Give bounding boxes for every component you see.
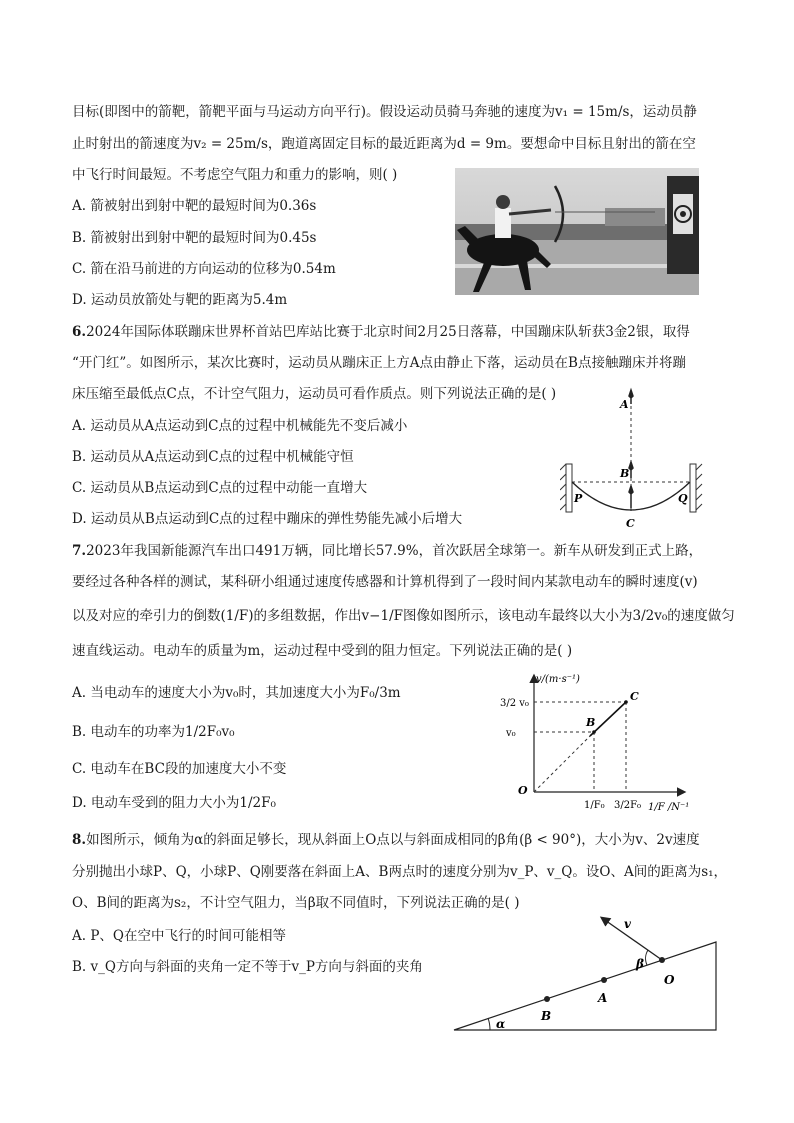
q8-option-a: A. P、Q在空中飞行的时间可能相等 xyxy=(72,928,286,944)
label-b: B xyxy=(620,467,630,480)
point-b xyxy=(544,996,550,1002)
q7-option-c: C. 电动车在BC段的加速度大小不变 xyxy=(72,761,287,777)
q7-option-a: A. 当电动车的速度大小为v₀时，其加速度大小为F₀/3m xyxy=(72,685,401,701)
point-label-c: C xyxy=(630,690,639,703)
q7-option-b: B. 电动车的功率为1/2F₀v₀ xyxy=(72,724,235,740)
q7-line-1: 7.2023年我国新能源汽车出口491万辆，同比增长57.9%，首次跃居全球第一。新车从研发到正式上路， xyxy=(72,543,703,559)
incline-figure xyxy=(450,912,720,1034)
q5-option-d: D. 运动员放箭处与靶的距离为5.4m xyxy=(72,292,288,308)
x-axis-label: 1/F /N⁻¹ xyxy=(648,802,690,813)
label-b: B xyxy=(541,1009,552,1023)
alpha-arc xyxy=(488,1018,490,1030)
incline-triangle xyxy=(454,942,716,1030)
trampoline-figure xyxy=(560,386,708,534)
x-tick-2: 3/2F₀ xyxy=(614,800,642,811)
point-label-b: B xyxy=(586,716,596,729)
athlete-at-a xyxy=(629,390,633,404)
point-c-marker xyxy=(624,700,628,704)
label-q: Q xyxy=(678,492,688,505)
right-wall xyxy=(690,464,696,512)
label-alpha: α xyxy=(496,1017,506,1031)
q5-line-1: 目标(即图中的箭靶，箭靶平面与马运动方向平行)。假设运动员骑马奔驰的速度为v₁ = 15m/s，运动员静 xyxy=(72,104,697,120)
q6-line-1: 6.2024年国际体联蹦床世界杯首站巴库站比赛于北京时间2月25日落幕，中国蹦床队斩获3金2银，取得 xyxy=(72,324,690,340)
label-c: C xyxy=(626,517,635,530)
y-axis-label: v/(m·s⁻¹) xyxy=(536,674,580,685)
q6-line-3: 床压缩至最低点C点，不计空气阻力，运动员可看作质点。则下列说法正确的是( ) xyxy=(72,386,557,402)
q7-line-3: 以及对应的牵引力的倒数(1/F)的多组数据，作出v−1/F图像如图所示，该电动车最终以大小为3/2v₀的速度做匀 xyxy=(72,608,735,624)
label-a: A xyxy=(598,991,608,1005)
v-inverse-f-chart xyxy=(498,670,694,824)
dashed-line-o-to-b xyxy=(534,732,594,792)
q5-line-3: 中飞行时间最短。不考虑空气阻力和重力的影响，则( ) xyxy=(72,167,398,183)
q8-line-2: 分别抛出小球P、Q，小球P、Q刚要落在斜面上A、B两点时的速度分别为v_P、v_Q。设O、A间的距离为s₁， xyxy=(72,864,728,880)
athlete-at-c xyxy=(629,486,633,508)
x-tick-1: 1/F₀ xyxy=(584,800,605,811)
label-p: P xyxy=(574,492,583,505)
q5-option-c: C. 箭在沿马前进的方向运动的位移为0.54m xyxy=(72,261,336,277)
q6-line-2: “开门红”。如图所示，某次比赛时，运动员从蹦床正上方A点由静止下落，运动员在B点接触蹦床并将蹦 xyxy=(72,355,686,371)
horse-archery-photo xyxy=(455,168,699,295)
y-tick-2: 3/2 v₀ xyxy=(500,698,529,709)
q8-number: 8. xyxy=(72,832,87,848)
q8-option-b: B. v_Q方向与斜面的夹角一定不等于v_P方向与斜面的夹角 xyxy=(72,959,423,975)
point-label-o: O xyxy=(518,784,528,797)
q7-number: 7. xyxy=(72,543,87,559)
beta-arc xyxy=(646,950,648,965)
point-b-marker xyxy=(592,730,596,734)
q5-option-a: A. 箭被射出到射中靶的最短时间为0.36s xyxy=(72,198,317,214)
q5-option-b: B. 箭被射出到射中靶的最短时间为0.45s xyxy=(72,230,317,246)
athlete-at-b xyxy=(629,462,633,478)
q8-line-3: O、B间的距离为s₂，不计空气阻力，当β取不同值时，下列说法正确的是( ) xyxy=(72,895,520,911)
label-beta: β xyxy=(636,957,644,971)
q5-line-2: 止时射出的箭速度为v₂ = 25m/s，跑道离固定目标的最近距离为d = 9m。要想命中目标且射出的箭在空 xyxy=(72,136,696,152)
q7-line-4: 速直线运动。电动车的质量为m，运动过程中受到的阻力恒定。下列说法正确的是( ) xyxy=(72,643,573,659)
velocity-arrow xyxy=(602,918,662,960)
y-tick-1: v₀ xyxy=(506,728,516,739)
q6-option-c: C. 运动员从B点运动到C点的过程中动能一直增大 xyxy=(72,480,368,496)
q6-option-b: B. 运动员从A点运动到C点的过程中机械能守恒 xyxy=(72,449,354,465)
label-a: A xyxy=(620,398,629,411)
q6-option-a: A. 运动员从A点运动到C点的过程中机械能先不变后减小 xyxy=(72,418,408,434)
label-o: O xyxy=(664,973,675,987)
q7-option-d: D. 电动车受到的阻力大小为1/2F₀ xyxy=(72,795,276,811)
label-v: v xyxy=(624,917,631,931)
q6-option-d: D. 运动员从B点运动到C点的过程中蹦床的弹性势能先减小后增大 xyxy=(72,511,463,527)
left-wall xyxy=(566,464,572,512)
point-a xyxy=(601,977,607,983)
q7-line-2: 要经过各种各样的测试，某科研小组通过速度传感器和计算机得到了一段时间内某款电动车的瞬时速度(v) xyxy=(72,574,698,590)
q8-line-1: 8.如图所示，倾角为α的斜面足够长，现从斜面上O点以与斜面成相同的β角(β < 90°)，大小为v、2v速度 xyxy=(72,832,700,848)
q6-number: 6. xyxy=(72,324,87,340)
